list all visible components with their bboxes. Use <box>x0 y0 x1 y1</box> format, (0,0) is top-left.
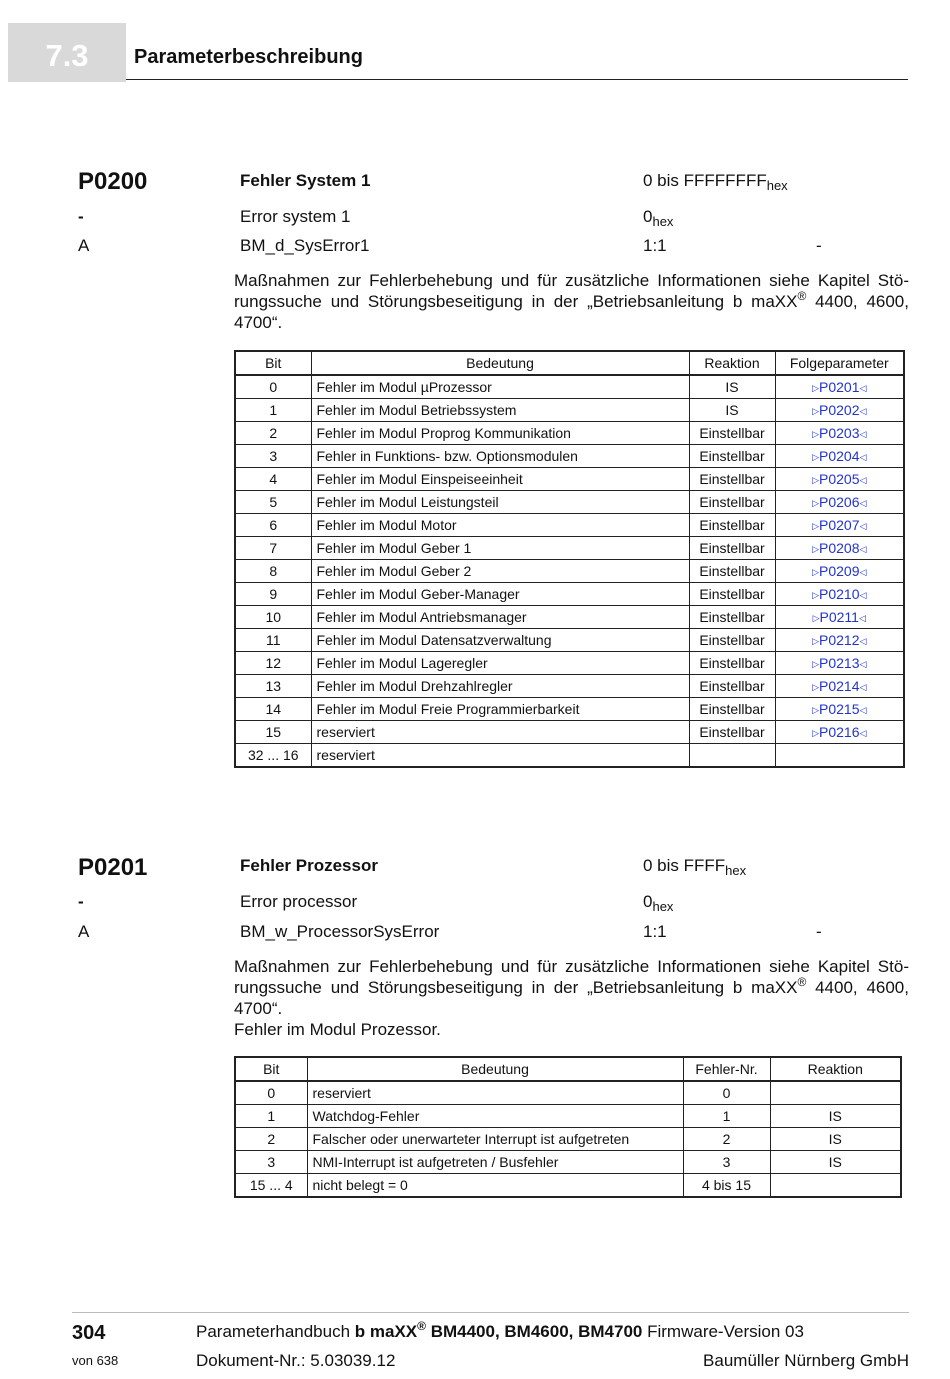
table-cell: 4 bis 15 <box>683 1174 770 1198</box>
table-cell: Einstellbar <box>689 491 775 514</box>
table-cell: NMI-Interrupt ist aufgetreten / Busfehler <box>307 1151 683 1174</box>
param-link[interactable] <box>812 448 866 464</box>
param-link[interactable] <box>812 402 866 418</box>
follow-param-cell <box>775 583 904 606</box>
table-row <box>235 675 904 698</box>
param-link[interactable] <box>812 425 866 441</box>
param-link-label: P0201 <box>819 379 860 395</box>
link-marker-left-icon: ▷ <box>812 544 819 554</box>
param-dash: - <box>78 207 84 226</box>
link-marker-right-icon: ◁ <box>859 659 867 669</box>
footer-document-number: Dokument-Nr.: 5.03039.12 <box>196 1351 396 1370</box>
bit-table <box>234 350 905 768</box>
table-row <box>235 652 904 675</box>
link-marker-left-icon: ▷ <box>812 590 819 600</box>
link-marker-right-icon: ◁ <box>859 705 867 715</box>
table-cell: 10 <box>235 606 311 629</box>
param-link[interactable] <box>813 609 866 625</box>
table-cell: 3 <box>235 1151 307 1174</box>
follow-param-cell <box>775 629 904 652</box>
table-row <box>235 468 904 491</box>
table-cell: Fehler im Modul µProzessor <box>311 375 689 399</box>
table-cell: 9 <box>235 583 311 606</box>
link-marker-left-icon: ▷ <box>812 429 819 439</box>
table-cell: 6 <box>235 514 311 537</box>
follow-param-cell <box>775 399 904 422</box>
table-cell: 14 <box>235 698 311 721</box>
table-cell: Fehler im Modul Proprog Kommunikation <box>311 422 689 445</box>
param-link-label: P0206 <box>819 494 860 510</box>
table-cell: IS <box>770 1151 901 1174</box>
table-row <box>235 698 904 721</box>
link-marker-left-icon: ▷ <box>812 613 820 623</box>
link-marker-right-icon: ◁ <box>859 567 867 577</box>
table-cell: Fehler im Modul Geber 2 <box>311 560 689 583</box>
table-cell <box>775 744 904 768</box>
link-marker-left-icon: ▷ <box>812 498 819 508</box>
link-marker-right-icon: ◁ <box>859 475 867 485</box>
table-cell: Watchdog-Fehler <box>307 1105 683 1128</box>
table-row <box>235 560 904 583</box>
param-link[interactable] <box>812 494 866 510</box>
link-marker-left-icon: ▷ <box>812 728 819 738</box>
param-name-de: Fehler Prozessor <box>240 856 378 875</box>
col-header: Bedeutung <box>311 351 689 375</box>
link-marker-left-icon: ▷ <box>812 475 819 485</box>
link-marker-left-icon: ▷ <box>812 682 819 692</box>
param-unit: - <box>816 236 822 255</box>
follow-param-cell <box>775 468 904 491</box>
follow-param-cell <box>775 675 904 698</box>
table-cell: Einstellbar <box>689 652 775 675</box>
link-marker-right-icon: ◁ <box>859 498 867 508</box>
param-var-name: BM_d_SysError1 <box>240 236 370 255</box>
table-cell: Einstellbar <box>689 606 775 629</box>
link-marker-right-icon: ◁ <box>859 521 867 531</box>
table-row <box>235 629 904 652</box>
bit-table <box>234 1056 902 1198</box>
param-link-label: P0216 <box>819 724 860 740</box>
link-marker-right-icon: ◁ <box>859 452 867 462</box>
follow-param-cell <box>775 537 904 560</box>
param-link[interactable] <box>812 632 866 648</box>
page-total: von 638 <box>72 1353 119 1368</box>
table-cell: 15 ... 4 <box>235 1174 307 1198</box>
table-cell: nicht belegt = 0 <box>307 1174 683 1198</box>
col-header: Fehler-Nr. <box>683 1057 770 1081</box>
table-cell: 3 <box>235 445 311 468</box>
table-cell: Fehler im Modul Leistungsteil <box>311 491 689 514</box>
follow-param-cell <box>775 375 904 399</box>
table-cell: Fehler im Modul Lageregler <box>311 652 689 675</box>
table-cell: Fehler im Modul Betriebssystem <box>311 399 689 422</box>
follow-param-cell <box>775 698 904 721</box>
table-row <box>235 422 904 445</box>
table-cell: Fehler im Modul Antriebsmanager <box>311 606 689 629</box>
table-row <box>235 744 904 768</box>
table-cell: Einstellbar <box>689 537 775 560</box>
param-link-label: P0205 <box>819 471 860 487</box>
param-link[interactable] <box>812 563 866 579</box>
col-header: Bit <box>235 1057 307 1081</box>
table-cell: Fehler in Funktions- bzw. Optionsmodulen <box>311 445 689 468</box>
table-cell: Einstellbar <box>689 468 775 491</box>
follow-param-cell <box>775 652 904 675</box>
table-cell: 0 <box>235 375 311 399</box>
follow-param-cell <box>775 445 904 468</box>
footer-company: Baumüller Nürnberg GmbH <box>703 1351 909 1370</box>
col-header: Bit <box>235 351 311 375</box>
table-cell: 2 <box>683 1128 770 1151</box>
table-cell: 1 <box>235 1105 307 1128</box>
col-header: Folgeparameter <box>775 351 904 375</box>
link-marker-left-icon: ▷ <box>812 567 819 577</box>
follow-param-cell <box>775 422 904 445</box>
table-cell: Einstellbar <box>689 560 775 583</box>
param-default: $0_{hex}$ <box>643 892 674 914</box>
table-row <box>235 491 904 514</box>
table-cell: 3 <box>683 1151 770 1174</box>
link-marker-right-icon: ◁ <box>859 682 867 692</box>
table-cell: 32 ... 16 <box>235 744 311 768</box>
table-row <box>235 1128 901 1151</box>
follow-param-cell <box>775 560 904 583</box>
table-row <box>235 1105 901 1128</box>
table-cell: 1 <box>683 1105 770 1128</box>
table-row <box>235 1081 901 1105</box>
table-cell: Falscher oder unerwarteter Interrupt ist aufgetreten <box>307 1128 683 1151</box>
table-cell: 2 <box>235 1128 307 1151</box>
param-link-label: P0207 <box>819 517 860 533</box>
page-number: 304 <box>72 1322 106 1344</box>
link-marker-right-icon: ◁ <box>859 636 867 646</box>
param-number: P0201 <box>78 854 148 881</box>
link-marker-left-icon: ▷ <box>812 452 819 462</box>
table-cell <box>770 1081 901 1105</box>
param-link[interactable] <box>812 701 866 717</box>
link-marker-right-icon: ◁ <box>859 429 867 439</box>
table-cell: Einstellbar <box>689 514 775 537</box>
link-marker-left-icon: ▷ <box>812 521 819 531</box>
param-link-label: P0211 <box>819 609 859 625</box>
param-link-label: P0213 <box>819 655 860 671</box>
table-cell: 13 <box>235 675 311 698</box>
param-unit: - <box>816 922 822 941</box>
param-access: A <box>78 922 90 941</box>
link-marker-right-icon: ◁ <box>859 383 867 393</box>
table-cell: IS <box>770 1105 901 1128</box>
param-var-name: BM_w_ProcessorSysError <box>240 922 440 941</box>
param-description: Maßnahmen zur Fehlerbehebung und für zusätzliche Informationen siehe Kapitel Stö- rungssuche und Störungsbeseitigung in der „Betriebsanleitung b maXX® 4400, 4600, 4700“. <box>234 271 909 332</box>
table-cell: 5 <box>235 491 311 514</box>
table-cell: Fehler im Modul Freie Programmierbarkeit <box>311 698 689 721</box>
param-range: 0 bis $FFFF_{hex}$ <box>643 856 747 878</box>
col-header: Bedeutung <box>307 1057 683 1081</box>
link-marker-right-icon: ◁ <box>859 728 867 738</box>
table-row <box>235 583 904 606</box>
table-cell: reserviert <box>307 1081 683 1105</box>
table-row <box>235 514 904 537</box>
param-scale: 1:1 <box>643 236 667 255</box>
table-row <box>235 445 904 468</box>
table-cell: Fehler im Modul Einspeiseeinheit <box>311 468 689 491</box>
table-cell: 1 <box>235 399 311 422</box>
param-name-de: Fehler System 1 <box>240 171 371 190</box>
table-cell <box>770 1174 901 1198</box>
link-marker-right-icon: ◁ <box>859 406 867 416</box>
table-cell: Einstellbar <box>689 629 775 652</box>
param-link[interactable] <box>812 471 866 487</box>
link-marker-right-icon: ◁ <box>858 613 866 623</box>
param-link-label: P0214 <box>819 678 860 694</box>
table-cell: Fehler im Modul Drehzahlregler <box>311 675 689 698</box>
footer-rule <box>72 1312 909 1313</box>
footer-handbook-title: Parameterhandbuch b maXX® BM4400, BM4600, BM4700 Firmware-Version 03 <box>196 1319 804 1341</box>
table-row <box>235 606 904 629</box>
table-cell: 8 <box>235 560 311 583</box>
param-default: $0_{hex}$ <box>643 207 674 229</box>
table-cell: 7 <box>235 537 311 560</box>
table-cell: Einstellbar <box>689 445 775 468</box>
table-cell: reserviert <box>311 744 689 768</box>
table-row <box>235 1151 901 1174</box>
table-cell: reserviert <box>311 721 689 744</box>
param-link-label: P0209 <box>819 563 860 579</box>
table-cell: Fehler im Modul Geber 1 <box>311 537 689 560</box>
table-cell: Einstellbar <box>689 422 775 445</box>
param-link[interactable] <box>812 517 866 533</box>
table-row <box>235 537 904 560</box>
table-row <box>235 375 904 399</box>
table-cell: 2 <box>235 422 311 445</box>
follow-param-cell <box>775 606 904 629</box>
table-cell: 11 <box>235 629 311 652</box>
col-header: Reaktion <box>770 1057 901 1081</box>
link-marker-left-icon: ▷ <box>812 659 819 669</box>
section-number: 7.3 <box>45 38 89 73</box>
table-cell: 4 <box>235 468 311 491</box>
table-cell: Einstellbar <box>689 698 775 721</box>
link-marker-left-icon: ▷ <box>812 383 819 393</box>
param-description: Maßnahmen zur Fehlerbehebung und für zusätzliche Informationen siehe Kapitel Stö- rungssuche und Störungsbeseitigung in der „Betriebsanleitung b maXX® 4400, 4600, 4700“. Fehler im Modul Prozessor. <box>234 957 909 1039</box>
param-link-label: P0212 <box>819 632 860 648</box>
col-header: Reaktion <box>689 351 775 375</box>
param-link-label: P0210 <box>819 586 860 602</box>
param-link-label: P0204 <box>819 448 860 464</box>
table-cell: 12 <box>235 652 311 675</box>
param-link-label: P0208 <box>819 540 860 556</box>
table-row <box>235 399 904 422</box>
table-cell: 15 <box>235 721 311 744</box>
link-marker-right-icon: ◁ <box>859 544 867 554</box>
table-cell: 0 <box>235 1081 307 1105</box>
section-title: Parameterbeschreibung <box>134 46 363 68</box>
param-access: A <box>78 236 90 255</box>
param-link[interactable] <box>812 379 866 395</box>
table-cell: IS <box>689 375 775 399</box>
follow-param-cell <box>775 514 904 537</box>
param-link-label: P0203 <box>819 425 860 441</box>
table-row <box>235 1174 901 1198</box>
param-link[interactable] <box>812 586 866 602</box>
param-link-label: P0215 <box>819 701 860 717</box>
param-link-label: P0202 <box>819 402 860 418</box>
follow-param-cell <box>775 721 904 744</box>
param-link[interactable] <box>812 724 866 740</box>
param-name-en: Error system 1 <box>240 207 351 226</box>
link-marker-left-icon: ▷ <box>812 406 819 416</box>
table-cell: Einstellbar <box>689 583 775 606</box>
table-cell: Einstellbar <box>689 675 775 698</box>
param-range: 0 bis $FFFFFFFF_{hex}$ <box>643 171 788 193</box>
table-row <box>235 721 904 744</box>
param-link[interactable] <box>812 655 866 671</box>
table-cell: IS <box>770 1128 901 1151</box>
link-marker-left-icon: ▷ <box>812 636 819 646</box>
table-cell: Fehler im Modul Motor <box>311 514 689 537</box>
link-marker-left-icon: ▷ <box>812 705 819 715</box>
param-link[interactable] <box>812 678 866 694</box>
param-dash: - <box>78 892 84 911</box>
table-cell: 0 <box>683 1081 770 1105</box>
param-link[interactable] <box>812 540 866 556</box>
table-cell: Fehler im Modul Geber-Manager <box>311 583 689 606</box>
param-number: P0200 <box>78 168 148 195</box>
follow-param-cell <box>775 491 904 514</box>
param-scale: 1:1 <box>643 922 667 941</box>
table-cell: Einstellbar <box>689 721 775 744</box>
param-name-en: Error processor <box>240 892 358 911</box>
table-cell <box>689 744 775 768</box>
link-marker-right-icon: ◁ <box>859 590 867 600</box>
table-cell: IS <box>689 399 775 422</box>
header-rule <box>126 79 908 80</box>
table-cell: Fehler im Modul Datensatzverwaltung <box>311 629 689 652</box>
